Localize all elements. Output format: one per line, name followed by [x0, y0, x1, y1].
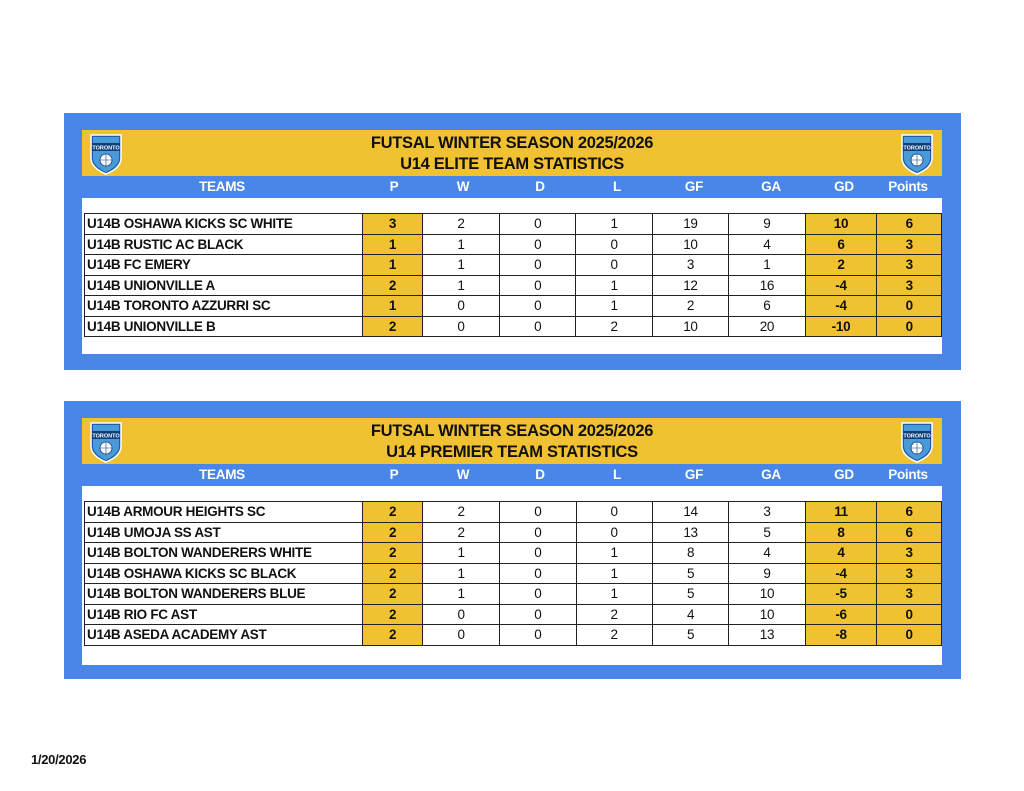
- stat-cell-gf: 2: [652, 296, 728, 317]
- table-row: [85, 296, 942, 317]
- stat-cell-gf: 5: [652, 563, 728, 584]
- stat-cell-gd: 10: [805, 214, 877, 235]
- table-title: U14 ELITE TEAM STATISTICS: [400, 155, 624, 173]
- stat-cell-ga: 13: [729, 625, 805, 646]
- stat-cell-l: 1: [576, 584, 652, 605]
- stat-cell-gd: -4: [805, 275, 877, 296]
- premier-standings-panel: [64, 401, 961, 679]
- stat-cell-d: 0: [500, 214, 576, 235]
- column-header-p: P: [389, 467, 399, 482]
- team-name-cell: U14B OSHAWA KICKS SC WHITE: [85, 214, 363, 235]
- stat-cell-p: 2: [363, 522, 423, 543]
- stat-cell-p: 1: [363, 234, 423, 255]
- stat-cell-w: 1: [422, 255, 499, 276]
- elite-title-banner: [82, 130, 942, 176]
- stat-cell-points: 3: [877, 275, 942, 296]
- table-row: [85, 316, 942, 337]
- stat-cell-ga: 10: [729, 604, 805, 625]
- stat-cell-l: 0: [576, 502, 652, 523]
- stat-cell-p: 2: [363, 502, 423, 523]
- stat-cell-w: 1: [422, 543, 499, 564]
- column-header-ga: GA: [761, 179, 781, 194]
- column-header-row: [82, 176, 942, 198]
- stat-cell-w: 0: [422, 625, 499, 646]
- stat-cell-l: 0: [576, 255, 652, 276]
- season-title: FUTSAL WINTER SEASON 2025/2026: [370, 134, 654, 152]
- stat-cell-w: 0: [422, 316, 499, 337]
- column-header-points: Points: [888, 179, 928, 194]
- stat-cell-l: 1: [576, 563, 652, 584]
- column-header-l: L: [613, 467, 621, 482]
- column-header-p: P: [389, 179, 399, 194]
- stat-cell-gd: 2: [805, 255, 877, 276]
- column-header-d: D: [535, 467, 545, 482]
- stat-cell-p: 2: [363, 543, 423, 564]
- stat-cell-gf: 13: [652, 522, 728, 543]
- stat-cell-gf: 3: [652, 255, 728, 276]
- stat-cell-gf: 14: [652, 502, 728, 523]
- stat-cell-l: 0: [576, 522, 652, 543]
- stat-cell-d: 0: [500, 522, 576, 543]
- stat-cell-d: 0: [500, 625, 576, 646]
- column-header-points: Points: [888, 467, 928, 482]
- stat-cell-gf: 10: [652, 316, 728, 337]
- stat-cell-d: 0: [500, 296, 576, 317]
- stat-cell-l: 1: [576, 543, 652, 564]
- team-name-cell: U14B UNIONVILLE B: [85, 316, 363, 337]
- stat-cell-ga: 16: [729, 275, 805, 296]
- logo-text: TORONTO: [903, 145, 931, 152]
- stat-cell-d: 0: [500, 316, 576, 337]
- column-header-gf: GF: [684, 179, 704, 194]
- stat-cell-ga: 9: [729, 214, 805, 235]
- stat-cell-points: 0: [877, 604, 942, 625]
- table-row: [85, 234, 942, 255]
- toronto-club-crest-icon: [899, 132, 935, 176]
- stat-cell-p: 3: [363, 214, 423, 235]
- stat-cell-d: 0: [500, 604, 576, 625]
- stat-cell-gd: -6: [805, 604, 877, 625]
- stat-cell-points: 6: [877, 502, 942, 523]
- stat-cell-p: 2: [363, 316, 423, 337]
- stat-cell-ga: 4: [729, 234, 805, 255]
- stat-cell-ga: 3: [729, 502, 805, 523]
- stat-cell-ga: 4: [729, 543, 805, 564]
- stat-cell-w: 1: [422, 234, 499, 255]
- column-header-ga: GA: [761, 467, 781, 482]
- team-name-cell: U14B ARMOUR HEIGHTS SC: [85, 502, 363, 523]
- toronto-club-crest-icon: [88, 420, 124, 464]
- stat-cell-d: 0: [500, 502, 576, 523]
- logo-text: TORONTO: [92, 433, 120, 440]
- column-header-l: L: [613, 179, 621, 194]
- stat-cell-ga: 1: [729, 255, 805, 276]
- stat-cell-w: 0: [422, 296, 499, 317]
- team-name-cell: U14B TORONTO AZZURRI SC: [85, 296, 363, 317]
- stat-cell-gd: 11: [805, 502, 877, 523]
- stat-cell-l: 1: [576, 214, 652, 235]
- table-row: [85, 502, 942, 523]
- column-header-d: D: [535, 179, 545, 194]
- column-header-teams: TEAMS: [199, 179, 245, 194]
- stat-cell-ga: 5: [729, 522, 805, 543]
- stat-cell-p: 1: [363, 296, 423, 317]
- stat-cell-gd: -4: [805, 296, 877, 317]
- footer-date: 1/20/2026: [31, 752, 87, 767]
- stat-cell-p: 2: [363, 584, 423, 605]
- table-row: [85, 563, 942, 584]
- column-header-gf: GF: [684, 467, 704, 482]
- elite-standings-sheet: [82, 130, 942, 354]
- stat-cell-w: 2: [422, 214, 499, 235]
- stat-cell-d: 0: [500, 275, 576, 296]
- stat-cell-d: 0: [500, 543, 576, 564]
- stat-cell-ga: 10: [729, 584, 805, 605]
- stat-cell-points: 0: [877, 625, 942, 646]
- stat-cell-p: 2: [363, 604, 423, 625]
- stat-cell-points: 6: [877, 522, 942, 543]
- stat-cell-w: 2: [422, 502, 499, 523]
- stat-cell-gd: 4: [805, 543, 877, 564]
- table-row: [85, 255, 942, 276]
- stat-cell-gd: -10: [805, 316, 877, 337]
- stat-cell-gd: 8: [805, 522, 877, 543]
- table-row: [85, 625, 942, 646]
- stat-cell-ga: 9: [729, 563, 805, 584]
- stat-cell-points: 3: [877, 584, 942, 605]
- stat-cell-gf: 8: [652, 543, 728, 564]
- stat-cell-w: 2: [422, 522, 499, 543]
- stat-cell-points: 3: [877, 234, 942, 255]
- table-row: [85, 543, 942, 564]
- column-header-w: W: [456, 179, 470, 194]
- stat-cell-ga: 20: [729, 316, 805, 337]
- team-name-cell: U14B BOLTON WANDERERS BLUE: [85, 584, 363, 605]
- team-name-cell: U14B OSHAWA KICKS SC BLACK: [85, 563, 363, 584]
- stat-cell-l: 2: [576, 316, 652, 337]
- stat-cell-l: 0: [576, 234, 652, 255]
- stat-cell-gd: 6: [805, 234, 877, 255]
- elite-standings-table: [84, 213, 942, 337]
- stat-cell-points: 0: [877, 316, 942, 337]
- stat-cell-points: 6: [877, 214, 942, 235]
- column-header-gd: GD: [834, 467, 854, 482]
- toronto-club-crest-icon: [88, 132, 124, 176]
- premier-standings-table: [84, 501, 942, 646]
- stat-cell-points: 3: [877, 255, 942, 276]
- stat-cell-gf: 5: [652, 625, 728, 646]
- premier-title-banner: [82, 418, 942, 464]
- stat-cell-points: 3: [877, 543, 942, 564]
- team-name-cell: U14B RUSTIC AC BLACK: [85, 234, 363, 255]
- stat-cell-p: 2: [363, 625, 423, 646]
- stat-cell-w: 1: [422, 563, 499, 584]
- stat-cell-gf: 4: [652, 604, 728, 625]
- column-header-gd: GD: [834, 179, 854, 194]
- stat-cell-w: 1: [422, 584, 499, 605]
- stat-cell-points: 3: [877, 563, 942, 584]
- stat-cell-gf: 12: [652, 275, 728, 296]
- column-header-teams: TEAMS: [199, 467, 245, 482]
- logo-text: TORONTO: [903, 433, 931, 440]
- stat-cell-gf: 19: [652, 214, 728, 235]
- stat-cell-d: 0: [500, 255, 576, 276]
- table-row: [85, 214, 942, 235]
- logo-text: TORONTO: [92, 145, 120, 152]
- column-header-w: W: [456, 467, 470, 482]
- stat-cell-l: 1: [576, 296, 652, 317]
- stat-cell-gd: -4: [805, 563, 877, 584]
- stat-cell-p: 1: [363, 255, 423, 276]
- stat-cell-gf: 10: [652, 234, 728, 255]
- table-row: [85, 584, 942, 605]
- stat-cell-d: 0: [500, 584, 576, 605]
- team-name-cell: U14B UNIONVILLE A: [85, 275, 363, 296]
- team-name-cell: U14B ASEDA ACADEMY AST: [85, 625, 363, 646]
- stat-cell-d: 0: [500, 234, 576, 255]
- table-title: U14 PREMIER TEAM STATISTICS: [386, 443, 638, 461]
- stat-cell-d: 0: [500, 563, 576, 584]
- table-row: [85, 522, 942, 543]
- team-name-cell: U14B FC EMERY: [85, 255, 363, 276]
- premier-standings-sheet: [82, 418, 942, 665]
- stat-cell-w: 0: [422, 604, 499, 625]
- team-name-cell: U14B RIO FC AST: [85, 604, 363, 625]
- stat-cell-gf: 5: [652, 584, 728, 605]
- toronto-club-crest-icon: [899, 420, 935, 464]
- stat-cell-points: 0: [877, 296, 942, 317]
- team-name-cell: U14B UMOJA SS AST: [85, 522, 363, 543]
- stat-cell-ga: 6: [729, 296, 805, 317]
- season-title: FUTSAL WINTER SEASON 2025/2026: [370, 422, 654, 440]
- stat-cell-l: 2: [576, 604, 652, 625]
- stat-cell-p: 2: [363, 563, 423, 584]
- table-row: [85, 275, 942, 296]
- stat-cell-l: 2: [576, 625, 652, 646]
- stat-cell-w: 1: [422, 275, 499, 296]
- team-name-cell: U14B BOLTON WANDERERS WHITE: [85, 543, 363, 564]
- column-header-row: [82, 464, 942, 486]
- elite-standings-panel: [64, 113, 961, 370]
- table-row: [85, 604, 942, 625]
- stat-cell-gd: -8: [805, 625, 877, 646]
- stat-cell-l: 1: [576, 275, 652, 296]
- stat-cell-gd: -5: [805, 584, 877, 605]
- stat-cell-p: 2: [363, 275, 423, 296]
